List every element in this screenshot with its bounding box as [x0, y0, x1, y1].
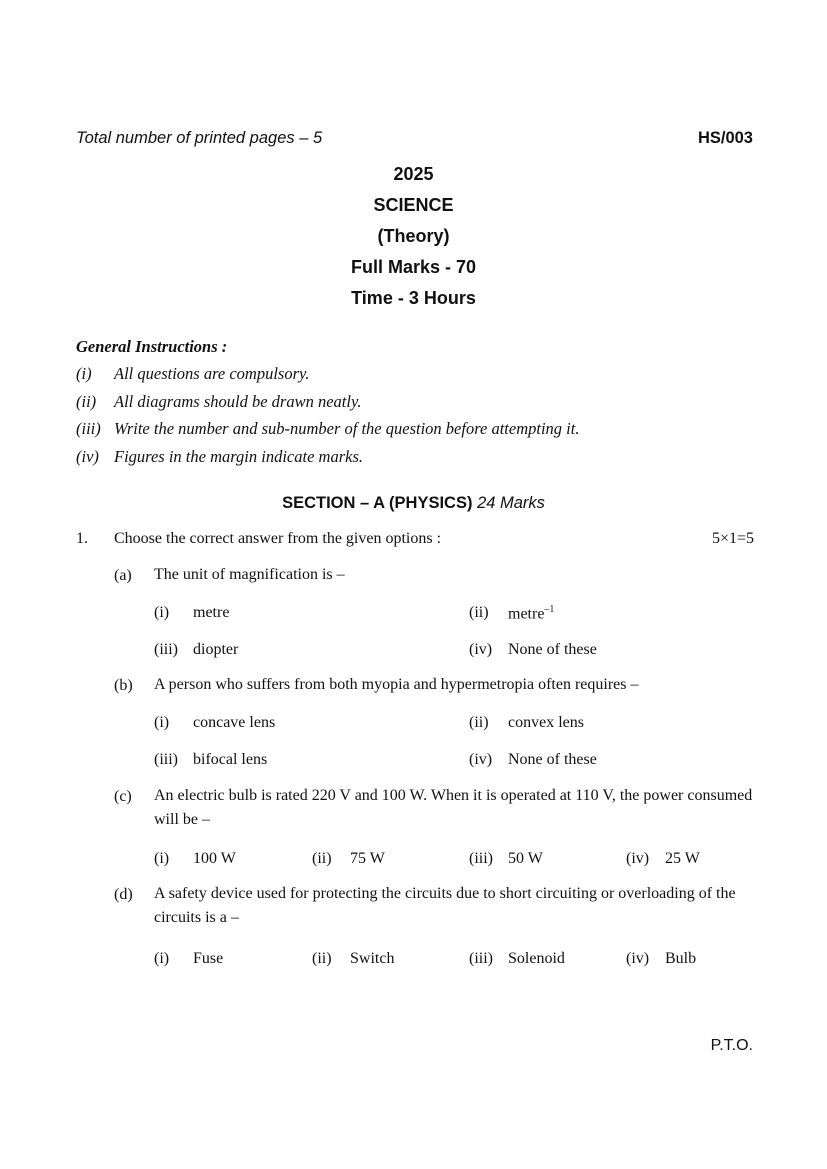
instruction-text: Write the number and sub-number of the question before attempting it.	[114, 419, 580, 438]
question-text: Choose the correct answer from the given options :	[114, 530, 442, 547]
option-number: (iv)	[469, 641, 493, 658]
instruction-item	[76, 419, 579, 439]
instructions-title: General Instructions :	[76, 337, 228, 356]
exam-time: Time - 3 Hours	[351, 288, 476, 308]
pto-footer: P.T.O.	[710, 1037, 753, 1054]
option-number: (iii)	[154, 751, 178, 768]
instruction-number: (i)	[76, 364, 92, 383]
option-text: 100 W	[193, 850, 236, 867]
printed-pages-note: Total number of printed pages – 5	[76, 129, 323, 147]
option-text: Solenoid	[508, 950, 565, 967]
option-number: (i)	[154, 850, 170, 867]
instruction-number: (iv)	[76, 447, 99, 466]
section-name: SECTION – A (PHYSICS)	[282, 494, 473, 512]
option-text: 50 W	[508, 850, 543, 867]
instruction-text: Figures in the margin indicate marks.	[114, 447, 363, 466]
paper-code: HS/003	[697, 129, 753, 147]
subquestion-text: The unit of magnification is –	[154, 566, 345, 583]
subquestion-label: (c)	[114, 788, 132, 805]
instruction-item	[76, 392, 362, 412]
section-heading	[0, 494, 827, 513]
option-number: (iv)	[469, 751, 493, 768]
option-text: metre	[193, 604, 230, 621]
full-marks: Full Marks - 70	[350, 257, 477, 277]
instruction-text: All diagrams should be drawn neatly.	[114, 392, 362, 411]
option-text: None of these	[508, 641, 597, 658]
instruction-text: All questions are compulsory.	[114, 364, 310, 383]
option-text: Switch	[350, 950, 395, 967]
option-number: (iv)	[626, 950, 650, 967]
option-text	[508, 604, 554, 623]
option-number: (iii)	[469, 950, 493, 967]
option-text: 25 W	[665, 850, 700, 867]
option-number: (iv)	[626, 850, 650, 867]
option-number: (iii)	[469, 850, 493, 867]
subquestion-text: A person who suffers from both myopia and hypermetropia often requires –	[154, 676, 639, 693]
option-text: concave lens	[193, 714, 276, 731]
option-number: (i)	[154, 604, 170, 621]
option-number: (ii)	[312, 850, 332, 867]
option-text: diopter	[193, 641, 239, 658]
option-text-base: metre	[508, 605, 545, 623]
subquestion-text: An electric bulb is rated 220 V and 100 W. When it is operated at 110 V, the power consumed will be –	[154, 787, 753, 828]
option-text: 75 W	[350, 850, 385, 867]
instruction-number: (ii)	[76, 392, 97, 411]
option-text: None of these	[508, 751, 597, 768]
option-text: bifocal lens	[193, 751, 268, 768]
instruction-item	[76, 364, 310, 384]
option-text: Bulb	[665, 950, 697, 967]
option-number: (iii)	[154, 641, 178, 658]
paper-type: (Theory)	[377, 226, 450, 246]
option-text: convex lens	[508, 714, 584, 731]
option-number: (ii)	[469, 714, 489, 731]
subquestion-label: (d)	[114, 886, 133, 903]
option-number: (i)	[154, 714, 170, 731]
exam-year: 2025	[393, 164, 434, 184]
subquestion-label: (b)	[114, 677, 133, 694]
instruction-number: (iii)	[76, 419, 101, 438]
subquestion-label: (a)	[114, 567, 132, 584]
section-marks: 24 Marks	[477, 494, 545, 512]
instruction-item	[76, 447, 363, 467]
question-marks: 5×1=5	[711, 530, 754, 547]
option-number: (ii)	[312, 950, 332, 967]
option-superscript: –1	[544, 604, 555, 615]
subquestion-text: A safety device used for protecting the circuits due to short circuiting or overloading of the circuits is a –	[154, 885, 736, 926]
question-number: 1.	[76, 530, 88, 547]
option-number: (ii)	[469, 604, 489, 621]
option-text: Fuse	[193, 950, 224, 967]
subject-title: SCIENCE	[373, 195, 454, 215]
option-number: (i)	[154, 950, 170, 967]
